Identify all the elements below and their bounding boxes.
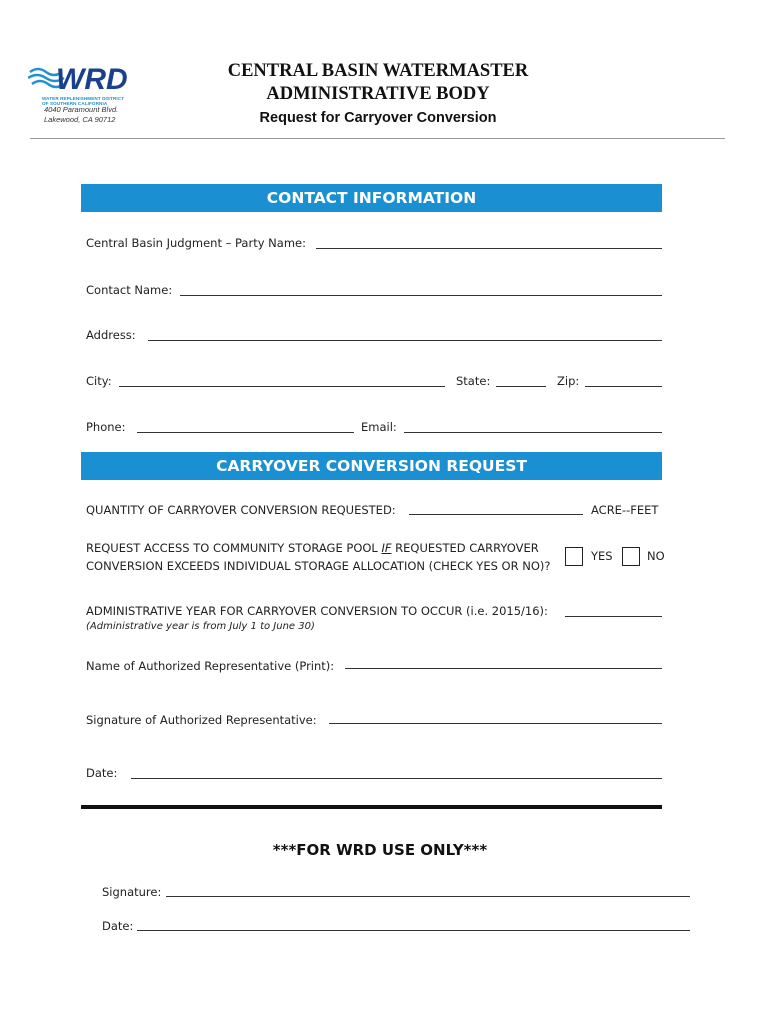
page-title-line1: CENTRAL BASIN WATERMASTER bbox=[227, 61, 529, 81]
address-field[interactable] bbox=[148, 340, 662, 341]
wrd-signature-field[interactable] bbox=[166, 896, 690, 897]
wrd-use-only-heading: ***FOR WRD USE ONLY*** bbox=[272, 841, 488, 859]
storage-pool-question-line2: CONVERSION EXCEEDS INDIVIDUAL STORAGE ALLOCATION (CHECK YES OR NO)? bbox=[86, 559, 551, 573]
logo-subtitle: WATER REPLENISHMENT DISTRICT OF SOUTHERN CALIFORNIA bbox=[42, 96, 125, 107]
request-section-heading: CARRYOVER CONVERSION REQUEST bbox=[81, 452, 662, 480]
phone-field[interactable] bbox=[137, 432, 354, 433]
state-field[interactable] bbox=[496, 386, 546, 387]
quantity-unit: ACRE--FEET bbox=[591, 503, 659, 517]
address-label: Address: bbox=[86, 328, 136, 342]
state-label: State: bbox=[456, 374, 491, 388]
logo-address-line2: Lakewood, CA 90712 bbox=[44, 115, 116, 124]
rep-name-label: Name of Authorized Representative (Print): bbox=[86, 659, 335, 673]
email-field[interactable] bbox=[404, 432, 662, 433]
party-name-field[interactable] bbox=[316, 248, 662, 249]
yes-checkbox[interactable] bbox=[565, 547, 583, 566]
storage-pool-question-line1: REQUEST ACCESS TO COMMUNITY STORAGE POOL IF REQUESTED CARRYOVER bbox=[86, 541, 539, 555]
wrd-date-label: Date: bbox=[102, 919, 134, 933]
rep-name-field[interactable] bbox=[345, 668, 662, 669]
page-title-line2: ADMINISTRATIVE BODY bbox=[266, 84, 490, 104]
contact-name-label: Contact Name: bbox=[86, 283, 173, 297]
contact-section-heading: CONTACT INFORMATION bbox=[81, 184, 662, 212]
no-label: NO bbox=[647, 549, 665, 563]
admin-year-label: ADMINISTRATIVE YEAR FOR CARRYOVER CONVERSION TO OCCUR (i.e. 2015/16): bbox=[86, 604, 548, 618]
zip-label: Zip: bbox=[557, 374, 580, 388]
page-subtitle: Request for Carryover Conversion bbox=[259, 110, 497, 126]
city-field[interactable] bbox=[119, 386, 445, 387]
admin-year-field[interactable] bbox=[565, 616, 662, 617]
wrd-logo-mark bbox=[28, 60, 158, 96]
contact-name-field[interactable] bbox=[180, 295, 662, 296]
date-field[interactable] bbox=[131, 778, 662, 779]
wrd-signature-label: Signature: bbox=[102, 885, 162, 899]
zip-field[interactable] bbox=[585, 386, 662, 387]
logo-address-line1: 4040 Paramount Blvd. bbox=[44, 105, 119, 114]
header-divider bbox=[30, 138, 725, 139]
party-name-label: Central Basin Judgment – Party Name: bbox=[86, 236, 306, 250]
wrd-logo bbox=[28, 60, 158, 130]
email-label: Email: bbox=[361, 420, 397, 434]
wrd-date-field[interactable] bbox=[137, 930, 690, 931]
rep-signature-label: Signature of Authorized Representative: bbox=[86, 713, 317, 727]
no-checkbox[interactable] bbox=[622, 547, 640, 566]
quantity-field[interactable] bbox=[409, 514, 583, 515]
section-divider bbox=[81, 805, 662, 809]
date-label: Date: bbox=[86, 766, 118, 780]
rep-signature-field[interactable] bbox=[329, 723, 662, 724]
city-label: City: bbox=[86, 374, 112, 388]
yes-label: YES bbox=[591, 549, 613, 563]
quantity-label: QUANTITY OF CARRYOVER CONVERSION REQUESTED: bbox=[86, 503, 396, 517]
admin-year-note: (Administrative year is from July 1 to June 30) bbox=[86, 621, 315, 632]
phone-label: Phone: bbox=[86, 420, 126, 434]
svg-text:WRD: WRD bbox=[56, 63, 128, 96]
